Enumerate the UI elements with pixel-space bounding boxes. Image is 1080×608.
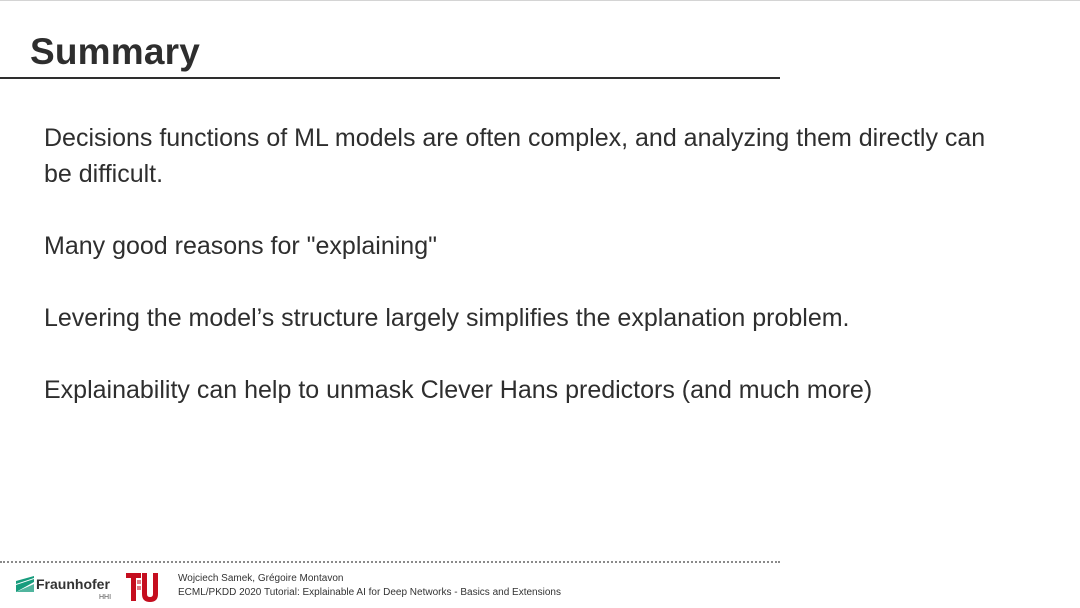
slide-footer	[0, 566, 1080, 608]
top-border	[0, 0, 1080, 1]
title-underline	[0, 77, 780, 79]
fraunhofer-logo-icon	[16, 576, 34, 592]
footer-separator	[0, 561, 780, 563]
footer-event: ECML/PKDD 2020 Tutorial: Explainable AI for Deep Networks - Basics and Extensions	[178, 587, 561, 598]
slide-title: Summary	[30, 31, 201, 72]
footer-authors: Wojciech Samek, Grégoire Montavon	[178, 573, 344, 584]
tu-berlin-logo-icon	[125, 571, 161, 603]
summary-point-2: Many good reasons for "explaining"	[44, 232, 437, 260]
fraunhofer-name: Fraunhofer	[36, 576, 110, 592]
footer-credits	[178, 572, 561, 600]
summary-point-1: Decisions functions of ML models are often complex, and analyzing them directly can be difficult.	[44, 124, 986, 188]
fraunhofer-institute: HHI	[99, 594, 112, 601]
summary-point-4: Explainability can help to unmask Clever Hans predictors (and much more)	[44, 376, 873, 404]
summary-point-3: Levering the model’s structure largely simplifies the explanation problem.	[44, 304, 850, 332]
fraunhofer-logo	[16, 573, 116, 605]
slide-body	[44, 120, 1004, 444]
